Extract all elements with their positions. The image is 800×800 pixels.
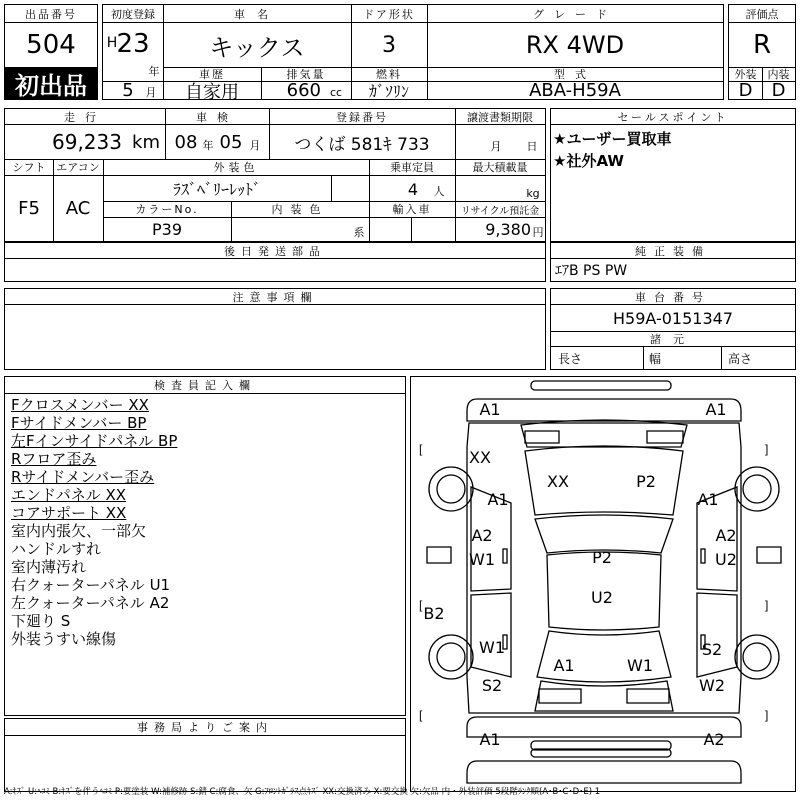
lot-number-label: 出品番号: [25, 7, 77, 21]
reg-month: 5: [122, 82, 134, 99]
reg-year-unit: 年: [148, 65, 160, 78]
mark-hood-right: P2: [636, 471, 656, 491]
info-table: [4, 108, 546, 242]
mark-front-bumper-left: A1: [479, 399, 501, 419]
mark-rear-bumper-right: A2: [703, 729, 725, 749]
mark-front-right-fender: A1: [697, 489, 719, 509]
inspector-line: 左クォーターパネル A2: [11, 594, 170, 612]
displacement-unit: cc: [329, 86, 343, 99]
legend: A:ｷｽﾞ U:ﾍｺﾐ B:ｷｽﾞを伴うﾍｺﾐ P:要塗装 W:補修跡 S:錆 C:腐食、欠 G:ﾌﾛﾝﾄｶﾞﾗｽ点ｷｽﾞ XX:交換済み X:要交換 欠:欠品 内・外装評価 5段階ﾗﾝｸ順(A･B･C･D･E) 1: [4, 787, 601, 797]
model-label: 型式: [554, 68, 596, 81]
inspector-line: ハンドルすれ: [11, 540, 102, 558]
capacity: 4: [407, 179, 419, 199]
inspector-line: Rフロア歪み: [11, 450, 97, 468]
sales-point-2: ★社外AW: [553, 151, 624, 170]
interior-label: 内装: [767, 68, 790, 81]
length-label: 長さ: [557, 351, 582, 366]
recycle-unit: 円: [532, 226, 544, 239]
car-name: キックス: [209, 33, 305, 62]
inspector-line: Rサイドメンバー歪み: [11, 468, 155, 486]
mark-right-rear-2: W2: [699, 675, 725, 695]
mark-left-front-door: A2: [471, 525, 493, 545]
load-unit: kg: [526, 186, 540, 200]
inspector-line: コアサポート XX: [11, 504, 127, 522]
ac-label: エアコン: [56, 161, 100, 174]
door-label: ドア形状: [363, 7, 415, 21]
exterior-label: 外装: [734, 68, 757, 81]
inspector-line: 外装うすい線傷: [11, 630, 117, 648]
model: ABA-H59A: [529, 82, 621, 99]
interior-color-label: 内装色: [271, 203, 329, 216]
mileage: 69,233: [52, 130, 122, 154]
chassis-label: 車台番号: [635, 290, 711, 304]
mark-right-front-door-2: U2: [715, 549, 737, 569]
insp-year-unit: 年: [202, 139, 214, 152]
reg-era: H: [106, 35, 118, 51]
mileage-label: 走行: [64, 110, 106, 124]
svg-text:[: [: [419, 598, 423, 612]
damage-diagram-box: [410, 376, 796, 792]
inspector-line: 右クォーターパネル U1: [11, 576, 171, 594]
car-name-label: 車名: [234, 7, 280, 21]
mark-left-sill: B2: [423, 603, 445, 623]
ac: AC: [65, 197, 91, 219]
capacity-label: 乗車定員: [390, 161, 434, 174]
equipment-box: [550, 242, 796, 282]
mark-right-rear-1: S2: [701, 639, 723, 659]
sales-point-1: ★ユーザー買取車: [553, 129, 672, 148]
exterior-score: D: [738, 82, 753, 99]
shift: F5: [18, 197, 40, 219]
svg-text:]: ]: [765, 598, 769, 612]
fuel: ｶﾞｿﾘﾝ: [368, 82, 409, 99]
reg-month-unit: 月: [145, 86, 157, 99]
equipment-value: ｴｱB PS PW: [555, 263, 628, 279]
width-label: 幅: [648, 351, 661, 366]
mark-right-front-door: A2: [715, 525, 737, 545]
mark-back-door-left: A1: [553, 655, 575, 675]
office-notice-box: [4, 718, 406, 792]
grade-label: グレード: [533, 7, 617, 21]
fuel-label: 燃料: [376, 68, 402, 81]
color-label: 外装色: [213, 161, 259, 174]
inspector-line: Fクロスメンバー XX: [11, 396, 149, 414]
sales-points-box: [550, 108, 796, 242]
sales-points-label: セールスポイント: [617, 110, 729, 124]
transfer-label: 譲渡書類期限: [467, 110, 533, 124]
import-label: 輸入車: [392, 203, 432, 216]
mark-left-rear-2: S2: [481, 675, 503, 695]
chassis-box: [550, 288, 796, 370]
color-no-label: カラーNo.: [135, 203, 199, 216]
dimensions-label: 諸元: [650, 332, 696, 346]
recycle-label: リサイクル預託金: [460, 205, 540, 217]
exterior-color: ﾗｽﾞﾍﾞﾘｰﾚｯﾄﾞ: [172, 179, 261, 199]
score: R: [752, 30, 772, 60]
mark-roof-front: P2: [592, 547, 612, 567]
vehicle-header-table: [102, 4, 724, 100]
mark-rear-bumper-left: A1: [479, 729, 501, 749]
color-no: P39: [151, 219, 182, 239]
mileage-unit: km: [132, 131, 160, 153]
score-label: 評価点: [745, 7, 779, 21]
transfer-day-unit: 日: [526, 140, 538, 153]
insp-month-unit: 月: [249, 139, 261, 152]
later-parts-label: 後日発送部品: [224, 244, 326, 258]
height-label: 高さ: [727, 351, 752, 366]
doors: 3: [382, 32, 396, 58]
displacement: 660: [286, 82, 321, 99]
inspector-label: 検査員記入欄: [154, 379, 256, 392]
plate: つくば 581ｷ 733: [294, 134, 430, 155]
mark-back-door-right: W1: [627, 655, 653, 675]
chassis-number: H59A-0151347: [612, 308, 733, 328]
capacity-unit: 人: [433, 185, 445, 198]
interior-score: D: [771, 82, 786, 99]
inspector-lines: [11, 396, 401, 648]
svg-text:[: [: [419, 442, 423, 456]
mark-front-left-fender: A1: [487, 489, 509, 509]
history: 自家用: [185, 82, 239, 99]
interior-color-unit: 系: [353, 226, 365, 239]
transfer-month-unit: 月: [490, 140, 502, 153]
reg-year: 23: [116, 29, 150, 59]
inspection-label: 車検: [196, 110, 238, 124]
shift-label: シフト: [12, 161, 46, 174]
svg-text:[: [: [419, 708, 423, 722]
mark-roof-rear: U2: [591, 587, 613, 607]
notes-box: [4, 288, 546, 370]
first-reg-label: 初度登録: [111, 7, 155, 21]
score-box: [728, 4, 796, 100]
car-damage-diagram: [411, 377, 795, 791]
recycle: 9,380: [485, 219, 531, 239]
insp-year: 08: [174, 131, 198, 153]
load-label: 最大積載量: [472, 161, 528, 174]
insp-month: 05: [219, 131, 243, 153]
plate-label: 登録番号: [336, 110, 388, 124]
inspector-line: エンドパネル XX: [11, 486, 127, 504]
mark-front-bumper-right: A1: [705, 399, 727, 419]
inspector-line: 室内薄汚れ: [11, 558, 87, 576]
grade: RX 4WD: [525, 31, 625, 59]
inspector-line: Fサイドメンバー BP: [11, 414, 147, 432]
history-label: 車歴: [199, 68, 225, 81]
first-listing-badge: 初出品: [5, 67, 97, 99]
notes-label: 注意事項欄: [232, 290, 318, 304]
mark-hood-left: XX: [547, 471, 569, 491]
inspector-line: 室内内張欠、一部欠: [11, 522, 147, 540]
mark-left-rear-1: W1: [479, 637, 505, 657]
inspector-line: 下廻り S: [11, 612, 71, 630]
inspector-line: 左Fインサイドパネル BP: [11, 432, 178, 450]
lot-number-box: [4, 4, 98, 100]
svg-text:]: ]: [765, 708, 769, 722]
svg-text:]: ]: [765, 442, 769, 456]
office-label: 事務局よりご案内: [137, 721, 273, 734]
later-parts-box: [4, 242, 546, 282]
inspector-box: [4, 376, 406, 716]
equipment-label: 純正装備: [635, 244, 711, 258]
mark-left-front-door-2: W1: [469, 549, 495, 569]
mark-core-support: XX: [469, 447, 491, 467]
displacement-label: 排気量: [286, 68, 326, 81]
lot-number: 504: [26, 30, 76, 60]
